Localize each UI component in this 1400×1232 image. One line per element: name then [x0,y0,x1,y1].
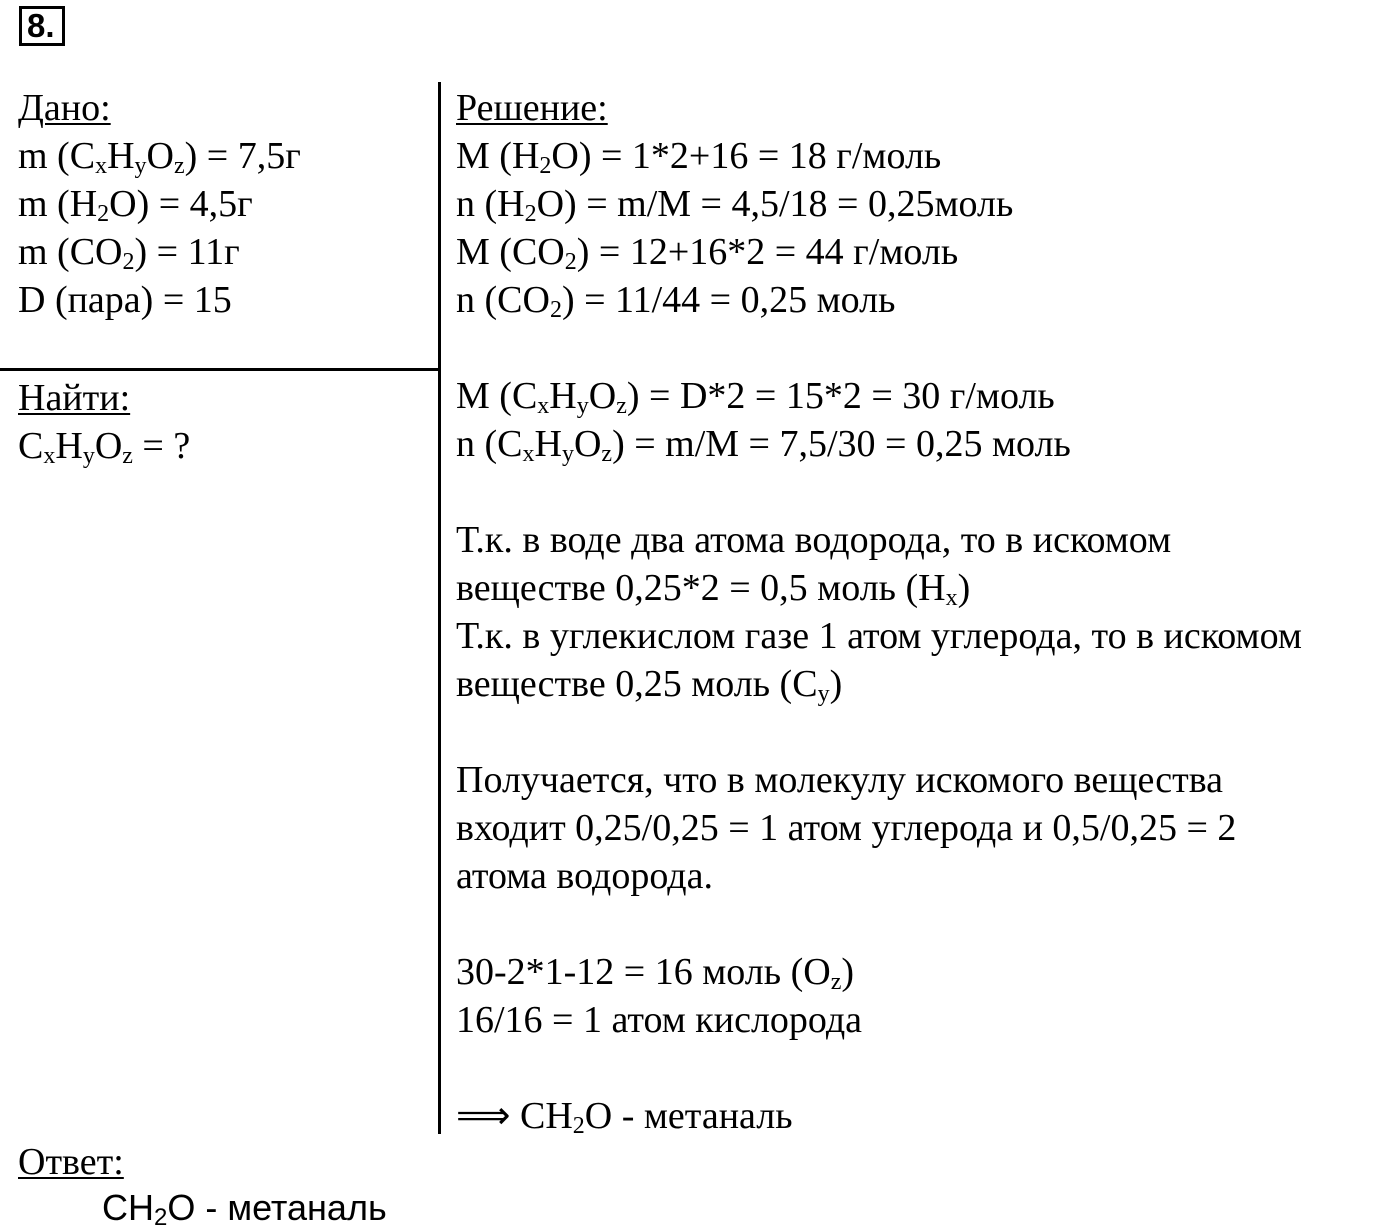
horizontal-divider [0,368,440,371]
find-formula: $C_xH_yO_z$ = ? [18,425,191,469]
given-section [18,84,301,324]
spacer [456,900,1396,948]
solution-line: Т.к. в воде два атома водорода, то в искомом [456,519,1172,561]
solution-line: M $(H_2O) = 1*2+16 = 18$ г/моль [456,135,942,179]
spacer [456,468,1396,516]
find-section [18,374,190,470]
spacer [456,708,1396,756]
spacer [456,1044,1396,1092]
solution-line: n $(C_xH_yO_z) = m/M = 7,5/30 = 0,25$ моль [456,423,1071,467]
solution-section [456,84,1396,1140]
solution-conclusion: ⟹ $CH_2O$ - метаналь [456,1095,793,1139]
solution-line: веществе 0,25*2 = 0,5 моль $(H_x)$ [456,567,971,611]
spacer [456,324,1396,372]
vertical-divider [438,82,441,1134]
answer-value: $CH_2O$ - метаналь [102,1187,387,1231]
given-mass-water: m $(H_2O) = 4,5г$ [18,183,253,227]
problem-number: 8. [19,6,65,46]
solution-line: входит 0,25/0,25 = 1 атом углерода и 0,5/0,25 = 2 [456,807,1237,849]
given-heading: Дано: [18,87,111,129]
solution-line: 30-2*1-12 = 16 моль $(O_z)$ [456,951,854,995]
solution-line: Получается, что в молекулу искомого вещества [456,759,1224,801]
solution-heading: Решение: [456,87,608,129]
solution-line: веществе 0,25 моль $(C_y)$ [456,663,843,707]
solution-line: n $(H_2O) = m/M = 4,5/18$ = 0,25моль [456,183,1014,227]
find-heading: Найти: [18,377,131,419]
given-vapor-density: D (пара) = 15 [18,279,232,321]
given-mass-co2: m $(CO_2) = 11г$ [18,231,240,275]
solution-line: Т.к. в углекислом газе 1 атом углерода, то в искомом [456,615,1302,657]
solution-line: n $(CO_2) = 11/44 = 0,25$ моль [456,279,896,323]
solution-line: 16/16 = 1 атом кислорода [456,999,863,1041]
given-mass-compound: m $(C_xH_yO_z) = 7,5г$ [18,135,301,179]
solution-line: M $(CO_2) = 12+16*2 = 44$ г/моль [456,231,959,275]
answer-heading: Ответ: [18,1141,124,1183]
solution-line: M $(C_xH_yO_z) = D*2 = 15*2 = 30$ г/моль [456,375,1055,419]
solution-line: атома водорода. [456,855,713,897]
